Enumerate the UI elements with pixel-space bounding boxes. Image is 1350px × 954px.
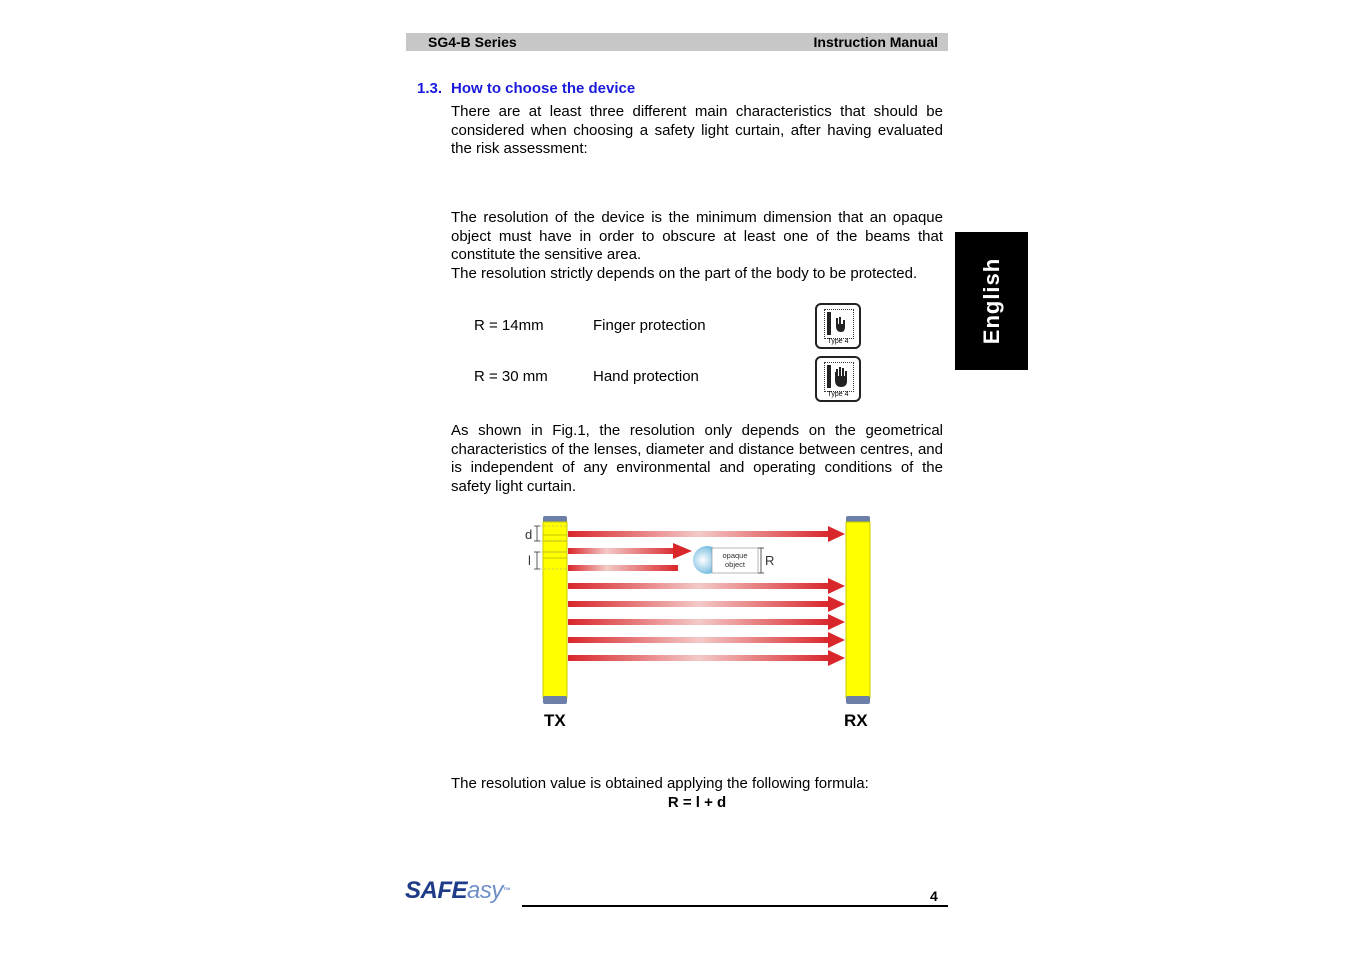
- resolution-value: R = 14mm: [474, 317, 544, 334]
- footer-rule: [522, 905, 948, 907]
- language-label: English: [978, 257, 1004, 345]
- resolution-description: Finger protection: [593, 317, 706, 334]
- beam-6: [568, 614, 845, 630]
- resolution-description: Hand protection: [593, 368, 699, 385]
- logo-asy: asy: [467, 877, 503, 904]
- beam-4: [568, 578, 845, 594]
- beam-7: [568, 632, 845, 648]
- opaque-object-label-1: opaque: [722, 551, 748, 560]
- tx-label: TX: [544, 711, 566, 730]
- logo-trademark: ™: [502, 886, 511, 895]
- rx-curtain: [846, 522, 870, 698]
- beam-3-blocked: [568, 565, 678, 571]
- manual-title: Instruction Manual: [813, 34, 938, 50]
- rx-label: RX: [844, 711, 868, 730]
- series-title: SG4-B Series: [428, 34, 517, 50]
- beam-grid: [824, 362, 854, 392]
- beam-5: [568, 596, 845, 612]
- formula-intro: The resolution value is obtained applying the following formula:: [451, 775, 869, 792]
- logo-safe: SAFE: [405, 877, 468, 904]
- beam-2-blocked: [568, 543, 692, 559]
- r-label: R: [765, 553, 775, 568]
- safeasy-logo: [405, 876, 510, 906]
- l-label: l: [528, 553, 531, 568]
- section-heading: [417, 80, 635, 98]
- beam-1: [568, 526, 845, 542]
- type-label: Type 4: [827, 391, 849, 398]
- type-label: Type 4: [827, 338, 849, 345]
- tx-cap-bottom: [543, 696, 567, 704]
- beam-8: [568, 650, 845, 666]
- light-curtain-diagram: [520, 512, 880, 737]
- resolution-dependency: The resolution strictly depends on the part of the body to be protected.: [451, 265, 918, 282]
- figure-description: As shown in Fig.1, the resolution only depends on the geometrical characteristics of the lenses, diameter and distance between centres, and is independent of any environmental and operating conditions of the safety light curtain.: [451, 422, 943, 495]
- resolution-value: R = 30 mm: [474, 368, 548, 385]
- finger-type4-icon: [815, 303, 861, 349]
- resolution-definition: The resolution of the device is the minimum dimension that an opaque object must have in order to obscure at least one of the beams that constitute the sensitive area.: [451, 209, 943, 263]
- opaque-object-label-2: object: [724, 560, 746, 569]
- beam-grid: [824, 309, 854, 339]
- formula-expression: R = l + d: [667, 794, 727, 811]
- resolution-figure: [520, 512, 880, 737]
- d-label: d: [525, 527, 533, 542]
- header-bar: [406, 33, 948, 51]
- intro-paragraph: There are at least three different main characteristics that should be considered when choosing a safety light curtain, after having evaluated the risk assessment:: [451, 103, 943, 157]
- section-number: 1.3.: [417, 80, 443, 97]
- page-number: 4: [930, 888, 938, 904]
- language-tab: [955, 232, 1028, 370]
- section-title: How to choose the device: [451, 80, 636, 97]
- rx-cap-bottom: [846, 696, 870, 704]
- tx-curtain: [543, 522, 567, 698]
- hand-type4-icon: [815, 356, 861, 402]
